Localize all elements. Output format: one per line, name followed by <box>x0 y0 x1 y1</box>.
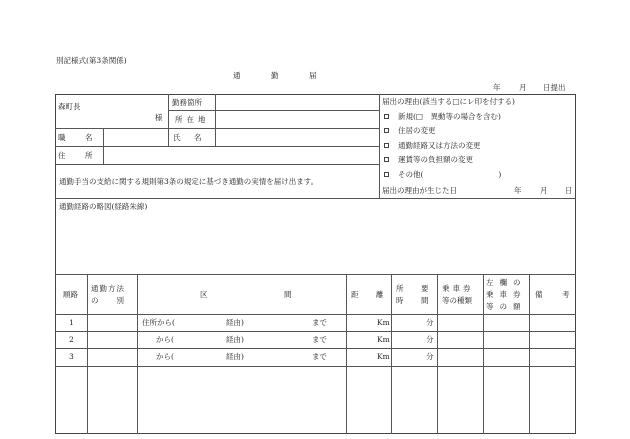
checkbox-other[interactable] <box>384 172 389 177</box>
header-fare-1: 左欄の <box>486 278 527 287</box>
name-field[interactable] <box>216 129 378 146</box>
honorific-mark: 様 <box>155 113 163 122</box>
row-2-via: 経由) <box>226 335 244 344</box>
row-1-min: 分 <box>426 318 434 327</box>
checkbox-fare[interactable] <box>384 157 389 162</box>
occurred-day: 日 <box>565 186 573 195</box>
checkbox-residence[interactable] <box>384 128 389 133</box>
reason-route: 通勤経路又は方法の変更 <box>398 141 481 150</box>
form-title: 通 勤 届 <box>233 71 319 80</box>
reason-header: 届出の理由(該当する□にレ印を付する) <box>382 97 515 106</box>
header-time-1: 所 要 <box>396 284 434 293</box>
row-1-to: まで <box>312 318 327 327</box>
header-distance: 距 離 <box>351 290 389 299</box>
row-3-to: まで <box>312 352 327 361</box>
row-2-min: 分 <box>426 335 434 344</box>
header-fare-3: 等の額 <box>486 302 527 311</box>
date-month: 月 <box>519 83 527 92</box>
divider <box>346 274 347 434</box>
header-fare-2: 乗車券 <box>486 290 527 299</box>
route-map-area[interactable] <box>56 214 575 274</box>
date-year: 年 <box>493 83 501 92</box>
workplace-label: 勤務箇所 <box>172 98 202 107</box>
occurred-year: 年 <box>514 186 522 195</box>
header-remarks: 備 考 <box>535 290 576 299</box>
checkbox-new[interactable] <box>384 114 389 119</box>
position-label: 職 名 <box>58 133 99 142</box>
location-label: 所在地 <box>175 115 210 124</box>
divider <box>483 274 484 434</box>
divider <box>55 348 576 349</box>
header-method-1: 通勤方法 <box>91 284 125 293</box>
address-label: 住 所 <box>58 151 99 160</box>
row-3-via: 経由) <box>226 352 244 361</box>
row-1-no: 1 <box>69 318 74 327</box>
header-section: 区 間 <box>200 290 295 299</box>
declaration-text: 通勤手当の支給に関する規則第3条の規定に基づき通勤の実情を届け出ます。 <box>59 177 319 186</box>
form-reference: 別記様式(第3条関係) <box>56 56 127 65</box>
row-1-km: Km <box>377 318 390 327</box>
divider <box>55 331 576 332</box>
divider <box>55 164 379 165</box>
divider <box>87 274 88 434</box>
divider <box>55 198 576 199</box>
header-ticket-1: 乗車券 <box>442 284 474 293</box>
route-map-label: 通勤経路の略図(経路朱線) <box>59 202 148 211</box>
header-ticket-2: 等の種類 <box>442 296 472 305</box>
divider <box>437 274 438 434</box>
reason-other: その他( ) <box>398 170 502 179</box>
divider <box>137 274 138 434</box>
header-method-2: の 別 <box>91 296 125 305</box>
checkbox-route[interactable] <box>384 143 389 148</box>
reason-fare: 運賃等の負担額の変更 <box>398 155 473 164</box>
position-field[interactable] <box>104 129 168 146</box>
occurred-label: 届出の理由が生じた日 <box>382 186 457 195</box>
divider <box>55 314 576 315</box>
row-3-from: から( <box>156 352 174 361</box>
reason-residence: 住居の変更 <box>398 126 436 135</box>
divider <box>379 94 380 198</box>
row-3-km: Km <box>377 352 390 361</box>
row-2-to: まで <box>312 335 327 344</box>
reason-new: 新規(□ 異動等の場合を含む) <box>398 112 501 121</box>
divider <box>391 274 392 434</box>
divider <box>55 366 576 367</box>
location-field[interactable] <box>216 111 378 128</box>
row-3-no: 3 <box>69 352 74 361</box>
row-3-min: 分 <box>426 352 434 361</box>
name-label: 氏 名 <box>173 133 205 142</box>
divider <box>55 274 576 275</box>
date-day-submit: 日提出 <box>543 83 566 92</box>
row-1-from: 住所から( <box>142 318 175 327</box>
addressee: 森町長 <box>58 102 81 111</box>
workplace-field[interactable] <box>216 95 378 110</box>
divider <box>529 274 530 434</box>
row-2-no: 2 <box>69 335 74 344</box>
row-2-km: Km <box>377 335 390 344</box>
row-2-from: から( <box>156 335 174 344</box>
divider <box>168 94 169 146</box>
row-1-via: 経由) <box>226 318 244 327</box>
address-field[interactable] <box>104 147 378 164</box>
header-order: 順路 <box>63 290 78 299</box>
occurred-month: 月 <box>540 186 548 195</box>
header-time-2: 時 間 <box>396 296 434 305</box>
